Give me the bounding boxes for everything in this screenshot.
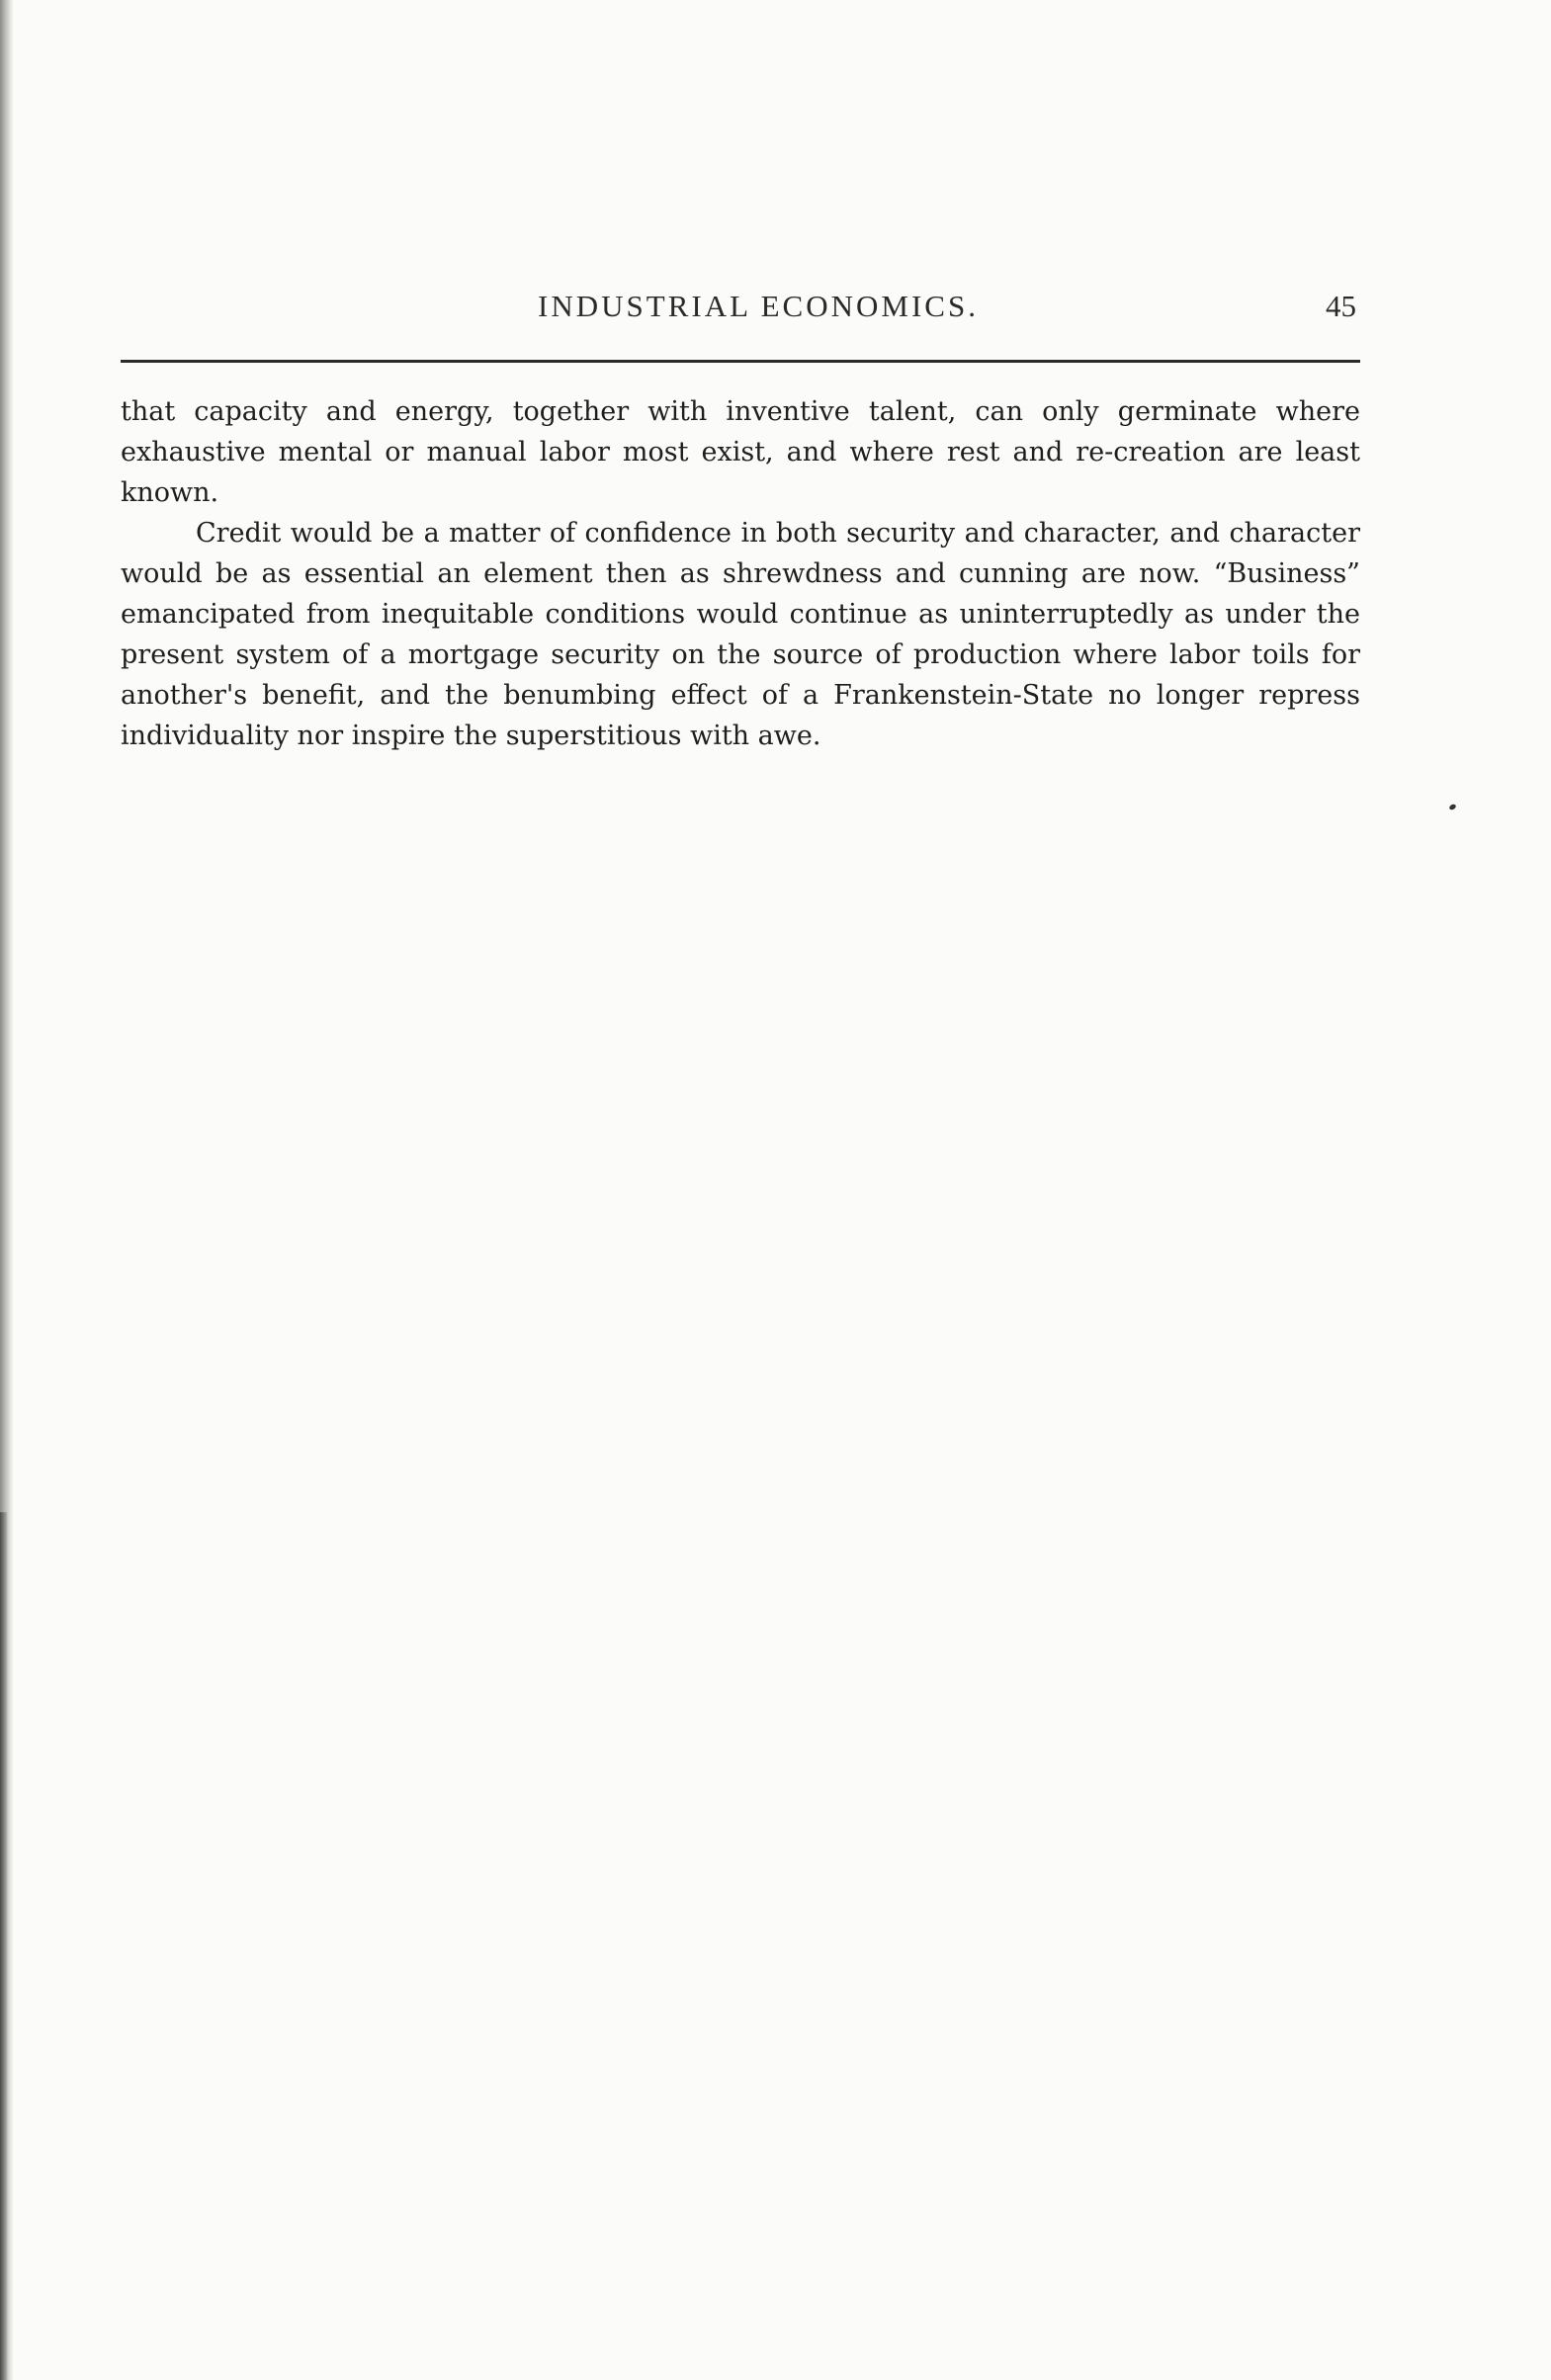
body-text — [121, 391, 1360, 756]
paragraph-2: Credit would be a matter of confidence in both security and character, and character would be as essential an element then as shrewdness and cunning are now. “Business” emancipated from inequitable conditions would continue as uninterruptedly as under the present system of a mortgage security on the source of production where labor toils for another's benefit, and the benumbing effect of a Frankenstein-State no longer repress individuality nor inspire the superstitious with awe. — [121, 518, 1360, 751]
page-binding-shadow — [0, 1512, 8, 2380]
page-header — [121, 289, 1360, 358]
header-rule — [121, 360, 1360, 363]
running-head: INDUSTRIAL ECONOMICS. — [538, 289, 979, 323]
ink-speck — [1448, 804, 1457, 811]
page-number: 45 — [1326, 289, 1356, 323]
paragraph-1: that capacity and energy, together with inventive talent, can only germinate where exhaustive mental or manual labor most exist, and where rest and re-creation are least known. — [121, 396, 1360, 508]
